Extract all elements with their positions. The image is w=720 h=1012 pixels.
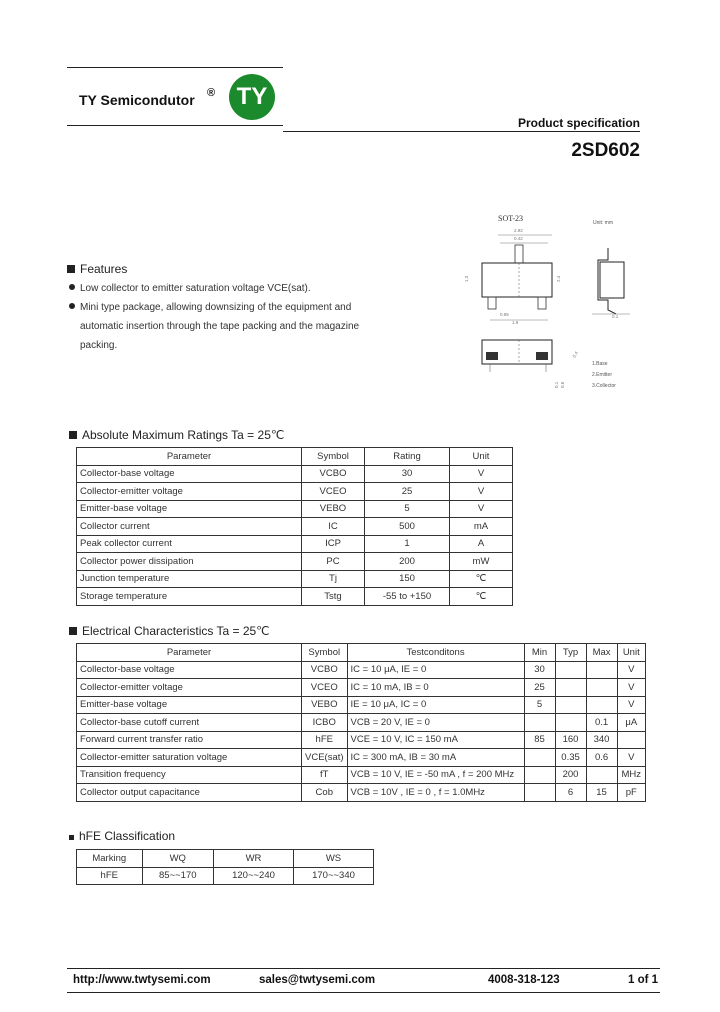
unit-label: Unit: mm bbox=[593, 220, 613, 226]
table-cell: Junction temperature bbox=[77, 570, 302, 588]
company-logo: TY bbox=[229, 74, 275, 120]
col-header: Max bbox=[586, 644, 617, 662]
table-cell bbox=[524, 784, 555, 802]
table-cell: Collector-emitter saturation voltage bbox=[77, 749, 302, 767]
table-row bbox=[77, 535, 513, 553]
table-cell bbox=[524, 749, 555, 767]
table-cell: 0.1 bbox=[586, 714, 617, 732]
col-header: Parameter bbox=[77, 644, 302, 662]
table-cell: Collector-emitter voltage bbox=[77, 483, 302, 501]
table-cell bbox=[617, 731, 645, 749]
table-cell: VCEO bbox=[302, 679, 348, 697]
footer-website-link[interactable]: http://www.twtysemi.com bbox=[73, 974, 211, 986]
footer-phone: 4008-318-123 bbox=[488, 974, 560, 986]
table-cell: V bbox=[617, 696, 645, 714]
table-cell: 5 bbox=[365, 500, 450, 518]
feature-text: packing. bbox=[80, 340, 118, 351]
dim-label: 0.95 bbox=[500, 312, 509, 317]
table-row bbox=[77, 588, 513, 606]
footer-email-link[interactable]: sales@twtysemi.com bbox=[259, 974, 376, 986]
table-cell: Transition frequency bbox=[77, 766, 302, 784]
table-cell: Collector power dissipation bbox=[77, 553, 302, 571]
features-title bbox=[67, 262, 127, 276]
table-cell bbox=[555, 679, 586, 697]
abs-max-body bbox=[77, 465, 513, 605]
table-cell: VCE(sat) bbox=[302, 749, 348, 767]
feature-item bbox=[69, 336, 359, 355]
table-cell bbox=[524, 714, 555, 732]
hfe-class-title-text: hFE Classification bbox=[79, 829, 176, 843]
table-cell: A bbox=[450, 535, 513, 553]
hfe-header-cell: Marking bbox=[77, 850, 143, 868]
table-row bbox=[77, 661, 646, 679]
table-cell bbox=[586, 696, 617, 714]
table-cell: -55 to +150 bbox=[365, 588, 450, 606]
table-cell: Storage temperature bbox=[77, 588, 302, 606]
pin-label: 3.Collector bbox=[592, 383, 616, 389]
hfe-cell: hFE bbox=[77, 867, 143, 885]
table-cell: Peak collector current bbox=[77, 535, 302, 553]
feature-text: automatic insertion through the tape packing and the magazine bbox=[80, 321, 360, 332]
section-square-icon bbox=[69, 431, 77, 439]
table-cell bbox=[555, 714, 586, 732]
company-name: TY Semicondutor bbox=[79, 92, 195, 108]
table-cell: VCB = 10V , IE = 0 , f = 1.0MHz bbox=[347, 784, 524, 802]
table-row bbox=[77, 714, 646, 732]
features-title-text: Features bbox=[80, 262, 128, 276]
table-cell: Collector-base voltage bbox=[77, 465, 302, 483]
table-cell bbox=[586, 661, 617, 679]
table-cell: Forward current transfer ratio bbox=[77, 731, 302, 749]
hfe-class-table bbox=[76, 849, 374, 885]
dim-label: 1.3 bbox=[464, 275, 469, 282]
abs-max-title-text: Absolute Maximum Ratings Ta = 25℃ bbox=[82, 428, 285, 442]
col-header: Unit bbox=[617, 644, 645, 662]
pin-label: 2.Emitter bbox=[592, 372, 613, 378]
table-row bbox=[77, 553, 513, 571]
table-cell: VCEO bbox=[302, 483, 365, 501]
table-cell: Tj bbox=[302, 570, 365, 588]
table-cell: fT bbox=[302, 766, 348, 784]
footer-rule-bottom bbox=[67, 992, 660, 993]
table-header-row bbox=[77, 644, 646, 662]
hfe-cell: 170~~340 bbox=[294, 867, 374, 885]
table-cell: Collector output capacitance bbox=[77, 784, 302, 802]
table-cell: VEBO bbox=[302, 696, 348, 714]
feature-item bbox=[69, 279, 359, 298]
elec-table bbox=[76, 643, 646, 802]
product-spec-label: Product specification bbox=[517, 116, 640, 130]
registered-mark: ® bbox=[207, 87, 216, 99]
col-header: Testconditons bbox=[347, 644, 524, 662]
elec-title bbox=[69, 624, 270, 638]
table-cell: V bbox=[450, 500, 513, 518]
dim-label: 2.92 bbox=[514, 228, 523, 233]
header-top-rule bbox=[67, 67, 283, 68]
table-cell: V bbox=[617, 661, 645, 679]
table-header-row bbox=[77, 850, 374, 868]
bullet-icon bbox=[69, 284, 75, 290]
header-rule bbox=[67, 125, 283, 126]
table-row bbox=[77, 500, 513, 518]
table-cell: 30 bbox=[365, 465, 450, 483]
col-header: Symbol bbox=[302, 644, 348, 662]
dim-label: 0.1 bbox=[612, 314, 619, 319]
dim-label: 1.9 bbox=[512, 320, 519, 325]
footer-page-number: 1 of 1 bbox=[628, 974, 659, 986]
feature-text: Mini type package, allowing downsizing of the equipment and bbox=[80, 302, 352, 313]
section-square-icon bbox=[69, 835, 74, 840]
table-row bbox=[77, 867, 374, 885]
footer-rule bbox=[67, 968, 660, 969]
table-row bbox=[77, 784, 646, 802]
package-outline-drawing bbox=[460, 210, 640, 400]
table-cell: IC bbox=[302, 518, 365, 536]
pin-label: 1.Base bbox=[592, 361, 608, 367]
table-cell: 25 bbox=[365, 483, 450, 501]
table-header-row bbox=[77, 448, 513, 466]
table-cell: VCBO bbox=[302, 661, 348, 679]
table-cell: V bbox=[450, 483, 513, 501]
table-cell: 30 bbox=[524, 661, 555, 679]
table-row bbox=[77, 570, 513, 588]
table-row bbox=[77, 731, 646, 749]
table-cell: Cob bbox=[302, 784, 348, 802]
table-cell: V bbox=[617, 749, 645, 767]
hfe-class-title bbox=[69, 829, 175, 843]
table-cell: 160 bbox=[555, 731, 586, 749]
table-row bbox=[77, 465, 513, 483]
table-cell: Emitter-base voltage bbox=[77, 696, 302, 714]
col-header: Rating bbox=[365, 448, 450, 466]
table-cell: VCBO bbox=[302, 465, 365, 483]
table-cell: IC = 300 mA, IB = 30 mA bbox=[347, 749, 524, 767]
table-row bbox=[77, 483, 513, 501]
table-cell: 340 bbox=[586, 731, 617, 749]
table-cell: 15 bbox=[586, 784, 617, 802]
dim-label: 0.4 bbox=[571, 350, 579, 359]
hfe-header-cell: WQ bbox=[142, 850, 214, 868]
table-cell: Tstg bbox=[302, 588, 365, 606]
table-cell: 200 bbox=[365, 553, 450, 571]
col-header: Min bbox=[524, 644, 555, 662]
table-cell: Collector-base cutoff current bbox=[77, 714, 302, 732]
table-cell: IC = 10 mA, IB = 0 bbox=[347, 679, 524, 697]
header-rule-long bbox=[283, 131, 640, 132]
table-cell bbox=[524, 766, 555, 784]
table-cell: ℃ bbox=[450, 588, 513, 606]
table-cell: 150 bbox=[365, 570, 450, 588]
table-cell: ICP bbox=[302, 535, 365, 553]
table-row bbox=[77, 696, 646, 714]
table-cell: mA bbox=[450, 518, 513, 536]
table-cell: 85 bbox=[524, 731, 555, 749]
table-cell: Collector-emitter voltage bbox=[77, 679, 302, 697]
table-cell: μA bbox=[617, 714, 645, 732]
table-cell: mW bbox=[450, 553, 513, 571]
bullet-icon bbox=[69, 303, 75, 309]
table-cell: IC = 10 μA, IE = 0 bbox=[347, 661, 524, 679]
table-cell: 5 bbox=[524, 696, 555, 714]
table-cell: MHz bbox=[617, 766, 645, 784]
table-cell: 1 bbox=[365, 535, 450, 553]
table-cell: Collector current bbox=[77, 518, 302, 536]
table-row bbox=[77, 749, 646, 767]
elec-title-text: Electrical Characteristics Ta = 25℃ bbox=[82, 624, 270, 638]
dim-label: 0.1 bbox=[554, 381, 559, 388]
section-square-icon bbox=[67, 265, 75, 273]
col-header: Symbol bbox=[302, 448, 365, 466]
feature-item bbox=[69, 298, 359, 317]
table-cell: V bbox=[450, 465, 513, 483]
col-header: Typ bbox=[555, 644, 586, 662]
dim-label: 0.42 bbox=[514, 236, 523, 241]
package-name: SOT-23 bbox=[498, 214, 524, 223]
col-header: Parameter bbox=[77, 448, 302, 466]
features-list bbox=[69, 279, 359, 355]
table-cell: VEBO bbox=[302, 500, 365, 518]
part-number: 2SD602 bbox=[571, 140, 640, 161]
table-cell: Collector-base voltage bbox=[77, 661, 302, 679]
table-cell: PC bbox=[302, 553, 365, 571]
table-cell: IE = 10 μA, IC = 0 bbox=[347, 696, 524, 714]
table-row bbox=[77, 518, 513, 536]
feature-item bbox=[69, 317, 359, 336]
table-cell: pF bbox=[617, 784, 645, 802]
hfe-cell: 85~~170 bbox=[142, 867, 214, 885]
table-cell: ICBO bbox=[302, 714, 348, 732]
table-cell bbox=[586, 766, 617, 784]
table-cell: 25 bbox=[524, 679, 555, 697]
table-cell: Emitter-base voltage bbox=[77, 500, 302, 518]
table-row bbox=[77, 766, 646, 784]
table-cell: 500 bbox=[365, 518, 450, 536]
table-cell: 200 bbox=[555, 766, 586, 784]
table-cell: 6 bbox=[555, 784, 586, 802]
hfe-cell: 120~~240 bbox=[214, 867, 294, 885]
hfe-header-cell: WR bbox=[214, 850, 294, 868]
abs-max-title bbox=[69, 428, 284, 442]
table-cell: 0.35 bbox=[555, 749, 586, 767]
table-cell: VCE = 10 V, IC = 150 mA bbox=[347, 731, 524, 749]
abs-max-table bbox=[76, 447, 513, 606]
table-row bbox=[77, 679, 646, 697]
table-cell: VCB = 20 V, IE = 0 bbox=[347, 714, 524, 732]
section-square-icon bbox=[69, 627, 77, 635]
table-cell: 0.6 bbox=[586, 749, 617, 767]
hfe-header-cell: WS bbox=[294, 850, 374, 868]
table-cell bbox=[555, 661, 586, 679]
col-header: Unit bbox=[450, 448, 513, 466]
dim-label: 0.6 bbox=[560, 381, 565, 388]
table-cell: ℃ bbox=[450, 570, 513, 588]
feature-text: Low collector to emitter saturation voltage VCE(sat). bbox=[80, 283, 311, 294]
elec-body bbox=[77, 661, 646, 801]
table-cell: hFE bbox=[302, 731, 348, 749]
dim-label: 2.4 bbox=[556, 275, 561, 282]
table-cell: VCB = 10 V, IE = -50 mA , f = 200 MHz bbox=[347, 766, 524, 784]
table-cell: V bbox=[617, 679, 645, 697]
table-cell bbox=[586, 679, 617, 697]
table-cell bbox=[555, 696, 586, 714]
